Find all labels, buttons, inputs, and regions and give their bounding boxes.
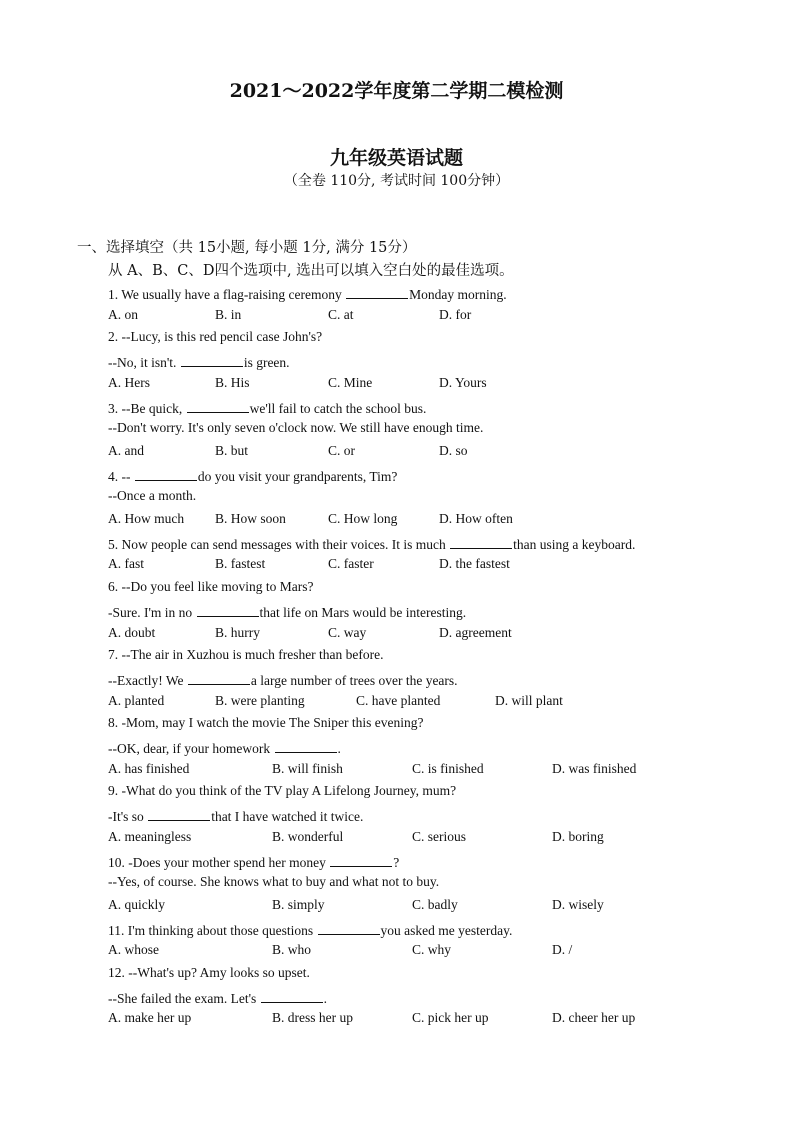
question-10-option-c[interactable]: C. badly — [412, 896, 458, 912]
question-text: 12. --What's up? Amy looks so upset. — [108, 965, 310, 980]
question-5-option-d[interactable]: D. the fastest — [439, 556, 510, 572]
question-10-line-1 — [108, 852, 399, 871]
question-text: ? — [393, 854, 400, 870]
exam-title: 2021～2022学年度第二学期二模检测 — [229, 80, 564, 102]
question-text: that I have watched it twice. — [211, 809, 364, 825]
question-text: Monday morning. — [409, 287, 507, 302]
question-9-option-d[interactable]: D. boring — [552, 828, 604, 844]
question-11-option-d[interactable]: D. / — [552, 942, 573, 958]
question-10-option-b[interactable]: B. simply — [272, 896, 325, 912]
question-3-line-2 — [108, 420, 483, 436]
question-12-line-2 — [108, 988, 327, 1007]
question-text: --Don't worry. It's only seven o'clock now. We still have enough time. — [108, 420, 484, 436]
question-text: -It's so — [108, 809, 148, 825]
answer-blank[interactable] — [148, 806, 210, 821]
answer-blank[interactable] — [181, 352, 243, 367]
exam-subtitle: 九年级英语试题 — [329, 147, 463, 169]
question-12-option-d[interactable]: D. cheer her up — [552, 1010, 636, 1026]
question-8-option-a[interactable]: A. has finished — [108, 760, 190, 776]
question-2-line-2 — [108, 352, 290, 371]
question-text: 4. -- — [108, 468, 134, 484]
answer-blank[interactable] — [135, 466, 197, 481]
question-5-line-1 — [108, 534, 635, 553]
question-12-option-c[interactable]: C. pick her up — [412, 1010, 489, 1026]
answer-blank[interactable] — [197, 602, 259, 617]
question-2-option-a[interactable]: A. Hers — [108, 374, 150, 390]
answer-blank[interactable] — [318, 920, 380, 935]
question-9-option-a[interactable]: A. meaningless — [108, 828, 192, 844]
question-7-option-a[interactable]: A. planted — [108, 692, 165, 708]
question-11-option-a[interactable]: A. whose — [108, 942, 159, 958]
question-3-option-c[interactable]: C. or — [328, 442, 355, 458]
question-5-option-c[interactable]: C. faster — [328, 556, 374, 572]
question-text: 1. We usually have a flag-raising ceremony — [108, 287, 346, 302]
question-6-option-a[interactable]: A. doubt — [108, 624, 156, 640]
question-6-option-c[interactable]: C. way — [328, 624, 367, 640]
question-9-line-1 — [108, 783, 456, 799]
answer-blank[interactable] — [450, 534, 512, 549]
answer-blank[interactable] — [346, 284, 408, 299]
question-text: we'll fail to catch the school bus. — [249, 400, 427, 416]
question-text: 7. --The air in Xuzhou is much fresher than before. — [108, 647, 384, 663]
question-12-option-b[interactable]: B. dress her up — [272, 1010, 353, 1026]
exam-note: （全卷 110分, 考试时间 100分钟） — [283, 173, 510, 189]
answer-blank[interactable] — [261, 988, 323, 1003]
question-7-option-b[interactable]: B. were planting — [215, 692, 305, 708]
question-text: 11. I'm thinking about those questions — [108, 922, 317, 938]
question-text: . — [337, 741, 341, 756]
question-text: that life on Mars would be interesting. — [259, 604, 467, 620]
question-6-option-b[interactable]: B. hurry — [215, 624, 260, 640]
answer-blank[interactable] — [187, 398, 249, 413]
question-5-option-b[interactable]: B. fastest — [215, 556, 266, 572]
question-11-line-1 — [108, 920, 512, 939]
question-12-option-a[interactable]: A. make her up — [108, 1010, 192, 1026]
question-2-line-1 — [108, 329, 322, 345]
question-3-line-1 — [108, 398, 426, 417]
question-6-line-2 — [108, 602, 466, 621]
question-text: 8. -Mom, may I watch the movie The Sniper this evening? — [108, 715, 424, 731]
question-text: 5. Now people can send messages with their voices. It is much — [108, 536, 450, 552]
question-10-option-d[interactable]: D. wisely — [552, 896, 604, 912]
answer-blank[interactable] — [188, 670, 250, 685]
question-text: . — [323, 990, 327, 1006]
question-4-option-b[interactable]: B. How soon — [215, 511, 286, 526]
question-11-option-c[interactable]: C. why — [412, 942, 452, 958]
question-3-option-d[interactable]: D. so — [439, 442, 468, 458]
question-1-line-1 — [108, 284, 507, 303]
question-text: is green. — [243, 355, 290, 371]
question-8-line-2 — [108, 738, 341, 757]
question-8-option-b[interactable]: B. will finish — [272, 760, 343, 776]
question-1-option-a[interactable]: A. on — [108, 306, 138, 322]
question-5-option-a[interactable]: A. fast — [108, 556, 144, 572]
answer-blank[interactable] — [330, 852, 392, 867]
question-11-option-b[interactable]: B. who — [272, 942, 312, 958]
question-3-option-b[interactable]: B. but — [215, 442, 249, 458]
question-text: 2. --Lucy, is this red pencil case John's? — [108, 329, 323, 345]
question-text: a large number of trees over the years. — [250, 672, 458, 688]
question-text: --She failed the exam. Let's — [108, 990, 260, 1006]
question-text: you asked me yesterday. — [380, 922, 513, 938]
question-text: than using a keyboard. — [513, 536, 636, 552]
question-text: --OK, dear, if your homework — [108, 741, 274, 756]
question-2-option-c[interactable]: C. Mine — [328, 374, 373, 390]
question-6-option-d[interactable]: D. agreement — [439, 624, 512, 640]
question-1-option-b[interactable]: B. in — [215, 306, 242, 322]
question-4-line-2 — [108, 488, 196, 504]
question-10-option-a[interactable]: A. quickly — [108, 896, 165, 912]
question-9-option-b[interactable]: B. wonderful — [272, 828, 344, 844]
question-9-line-2 — [108, 806, 363, 825]
question-7-option-d[interactable]: D. will plant — [495, 692, 563, 708]
question-7-line-2 — [108, 670, 458, 689]
question-7-line-1 — [108, 647, 384, 663]
question-8-option-c[interactable]: C. is finished — [412, 760, 484, 776]
question-text: -Sure. I'm in no — [108, 604, 196, 620]
question-text: 9. -What do you think of the TV play A Lifelong Journey, mum? — [108, 783, 457, 799]
question-9-option-c[interactable]: C. serious — [412, 828, 466, 844]
question-text: do you visit your grandparents, Tim? — [197, 468, 398, 484]
question-4-option-c[interactable]: C. How long — [328, 511, 398, 526]
question-2-option-d[interactable]: D. Yours — [439, 374, 487, 390]
question-6-line-1 — [108, 579, 313, 595]
question-4-option-d[interactable]: D. How often — [439, 511, 513, 526]
question-text: 3. --Be quick, — [108, 400, 186, 416]
answer-blank[interactable] — [275, 738, 337, 753]
section-instruction: 从 A、B、C、D四个选项中, 选出可以填入空白处的最佳选项。 — [108, 263, 514, 279]
question-7-option-c[interactable]: C. have planted — [356, 692, 441, 708]
question-10-line-2 — [108, 874, 439, 890]
question-8-line-1 — [108, 715, 423, 731]
question-4-line-1 — [108, 466, 397, 485]
question-1-option-d[interactable]: D. for — [439, 306, 472, 322]
question-text: 10. -Does your mother spend her money — [108, 854, 330, 870]
question-12-line-1 — [108, 965, 310, 981]
question-8-option-d[interactable]: D. was finished — [552, 760, 637, 776]
question-1-option-c[interactable]: C. at — [328, 306, 354, 322]
question-4-option-a[interactable]: A. How much — [108, 511, 185, 526]
question-text: --No, it isn't. — [108, 355, 180, 371]
question-text: --Exactly! We — [108, 672, 187, 688]
question-text: 6. --Do you feel like moving to Mars? — [108, 579, 314, 595]
question-2-option-b[interactable]: B. His — [215, 374, 250, 390]
question-text: --Yes, of course. She knows what to buy and what not to buy. — [108, 874, 440, 890]
section-heading: 一、选择填空（共 15小题, 每小题 1分, 满分 15分） — [77, 240, 417, 256]
question-text: --Once a month. — [108, 488, 197, 504]
question-3-option-a[interactable]: A. and — [108, 442, 144, 458]
